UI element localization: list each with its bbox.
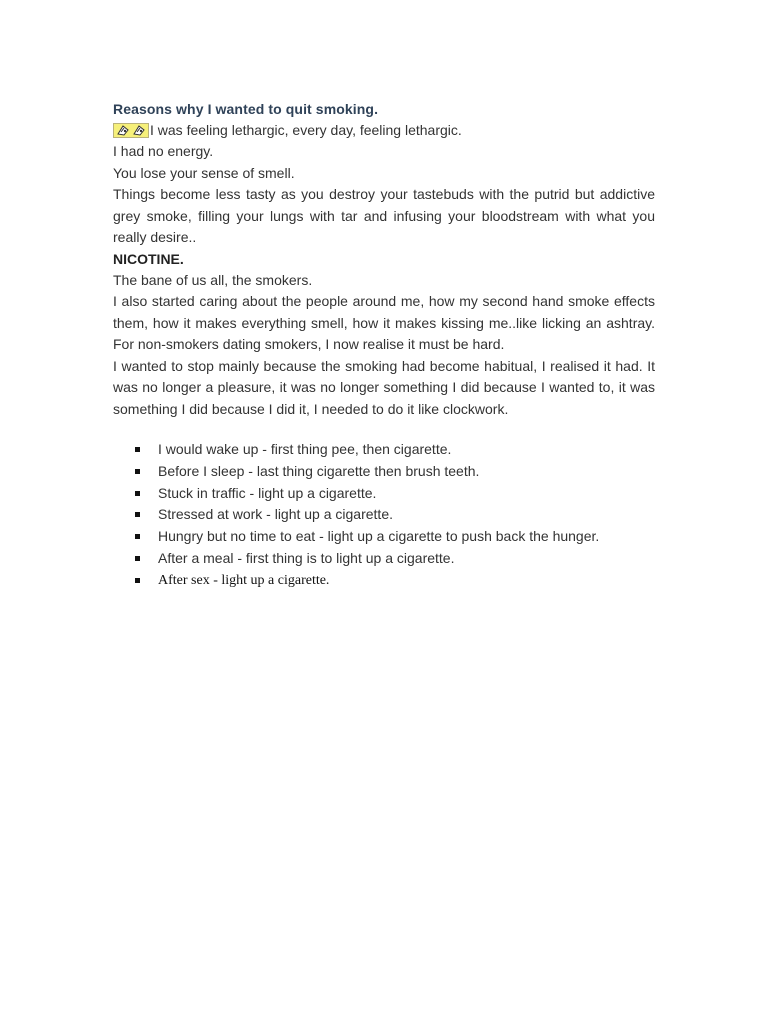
first-line-text: I was feeling lethargic, every day, feeling lethargic.: [150, 122, 462, 138]
bullet-icon: [135, 469, 140, 474]
paragraph-taste: Things become less tasty as you destroy your tastebuds with the putrid but addictive grey smoke, filling your lungs with tar and infusing your bloodstream with what you really desire..: [113, 186, 655, 245]
list-item: Stressed at work - light up a cigarette.: [113, 504, 655, 526]
list-item: I would wake up - first thing pee, then cigarette.: [113, 439, 655, 461]
list-item: After sex - light up a cigarette.: [113, 570, 655, 592]
hands-icon: [131, 124, 147, 136]
list-item: Before I sleep - last thing cigarette then brush teeth.: [113, 461, 655, 483]
list-item: After a meal - first thing is to light up a cigarette.: [113, 548, 655, 570]
list-item: Hungry but no time to eat - light up a cigarette to push back the hunger.: [113, 526, 655, 548]
document-title: Reasons why I wanted to quit smoking.: [113, 101, 379, 117]
nicotine-heading: NICOTINE.: [113, 250, 184, 267]
paragraph-habit: I wanted to stop mainly because the smoking had become habitual, I realised it had. It was no longer a pleasure, it was no longer something I did because I wanted to, it was something I did because I did it, I needed to do it like clockwork.: [113, 357, 655, 417]
paragraph-energy: I had no energy.: [113, 143, 214, 159]
document-body: [113, 99, 655, 592]
hands-icon: [115, 124, 131, 136]
icon-strip: [113, 123, 149, 138]
list-item: Stuck in traffic - light up a cigarette.: [113, 483, 655, 505]
paragraph-smell: You lose your sense of smell.: [113, 164, 295, 181]
reasons-list: [113, 439, 655, 592]
paragraph-caring: I also started caring about the people around me, how my second hand smoke effects them, how it makes everything smell, how it makes kissing me..like licking an ashtray. For non-smokers dating smokers, I now realise it must be hard.: [113, 293, 655, 352]
bullet-icon: [135, 556, 140, 561]
bullet-icon: [135, 491, 140, 496]
bullet-icon: [135, 534, 140, 539]
bullet-icon: [135, 512, 140, 517]
bullet-icon: [135, 578, 140, 583]
first-line: [113, 119, 655, 141]
bullet-icon: [135, 447, 140, 452]
paragraph-bane: The bane of us all, the smokers.: [113, 271, 313, 288]
